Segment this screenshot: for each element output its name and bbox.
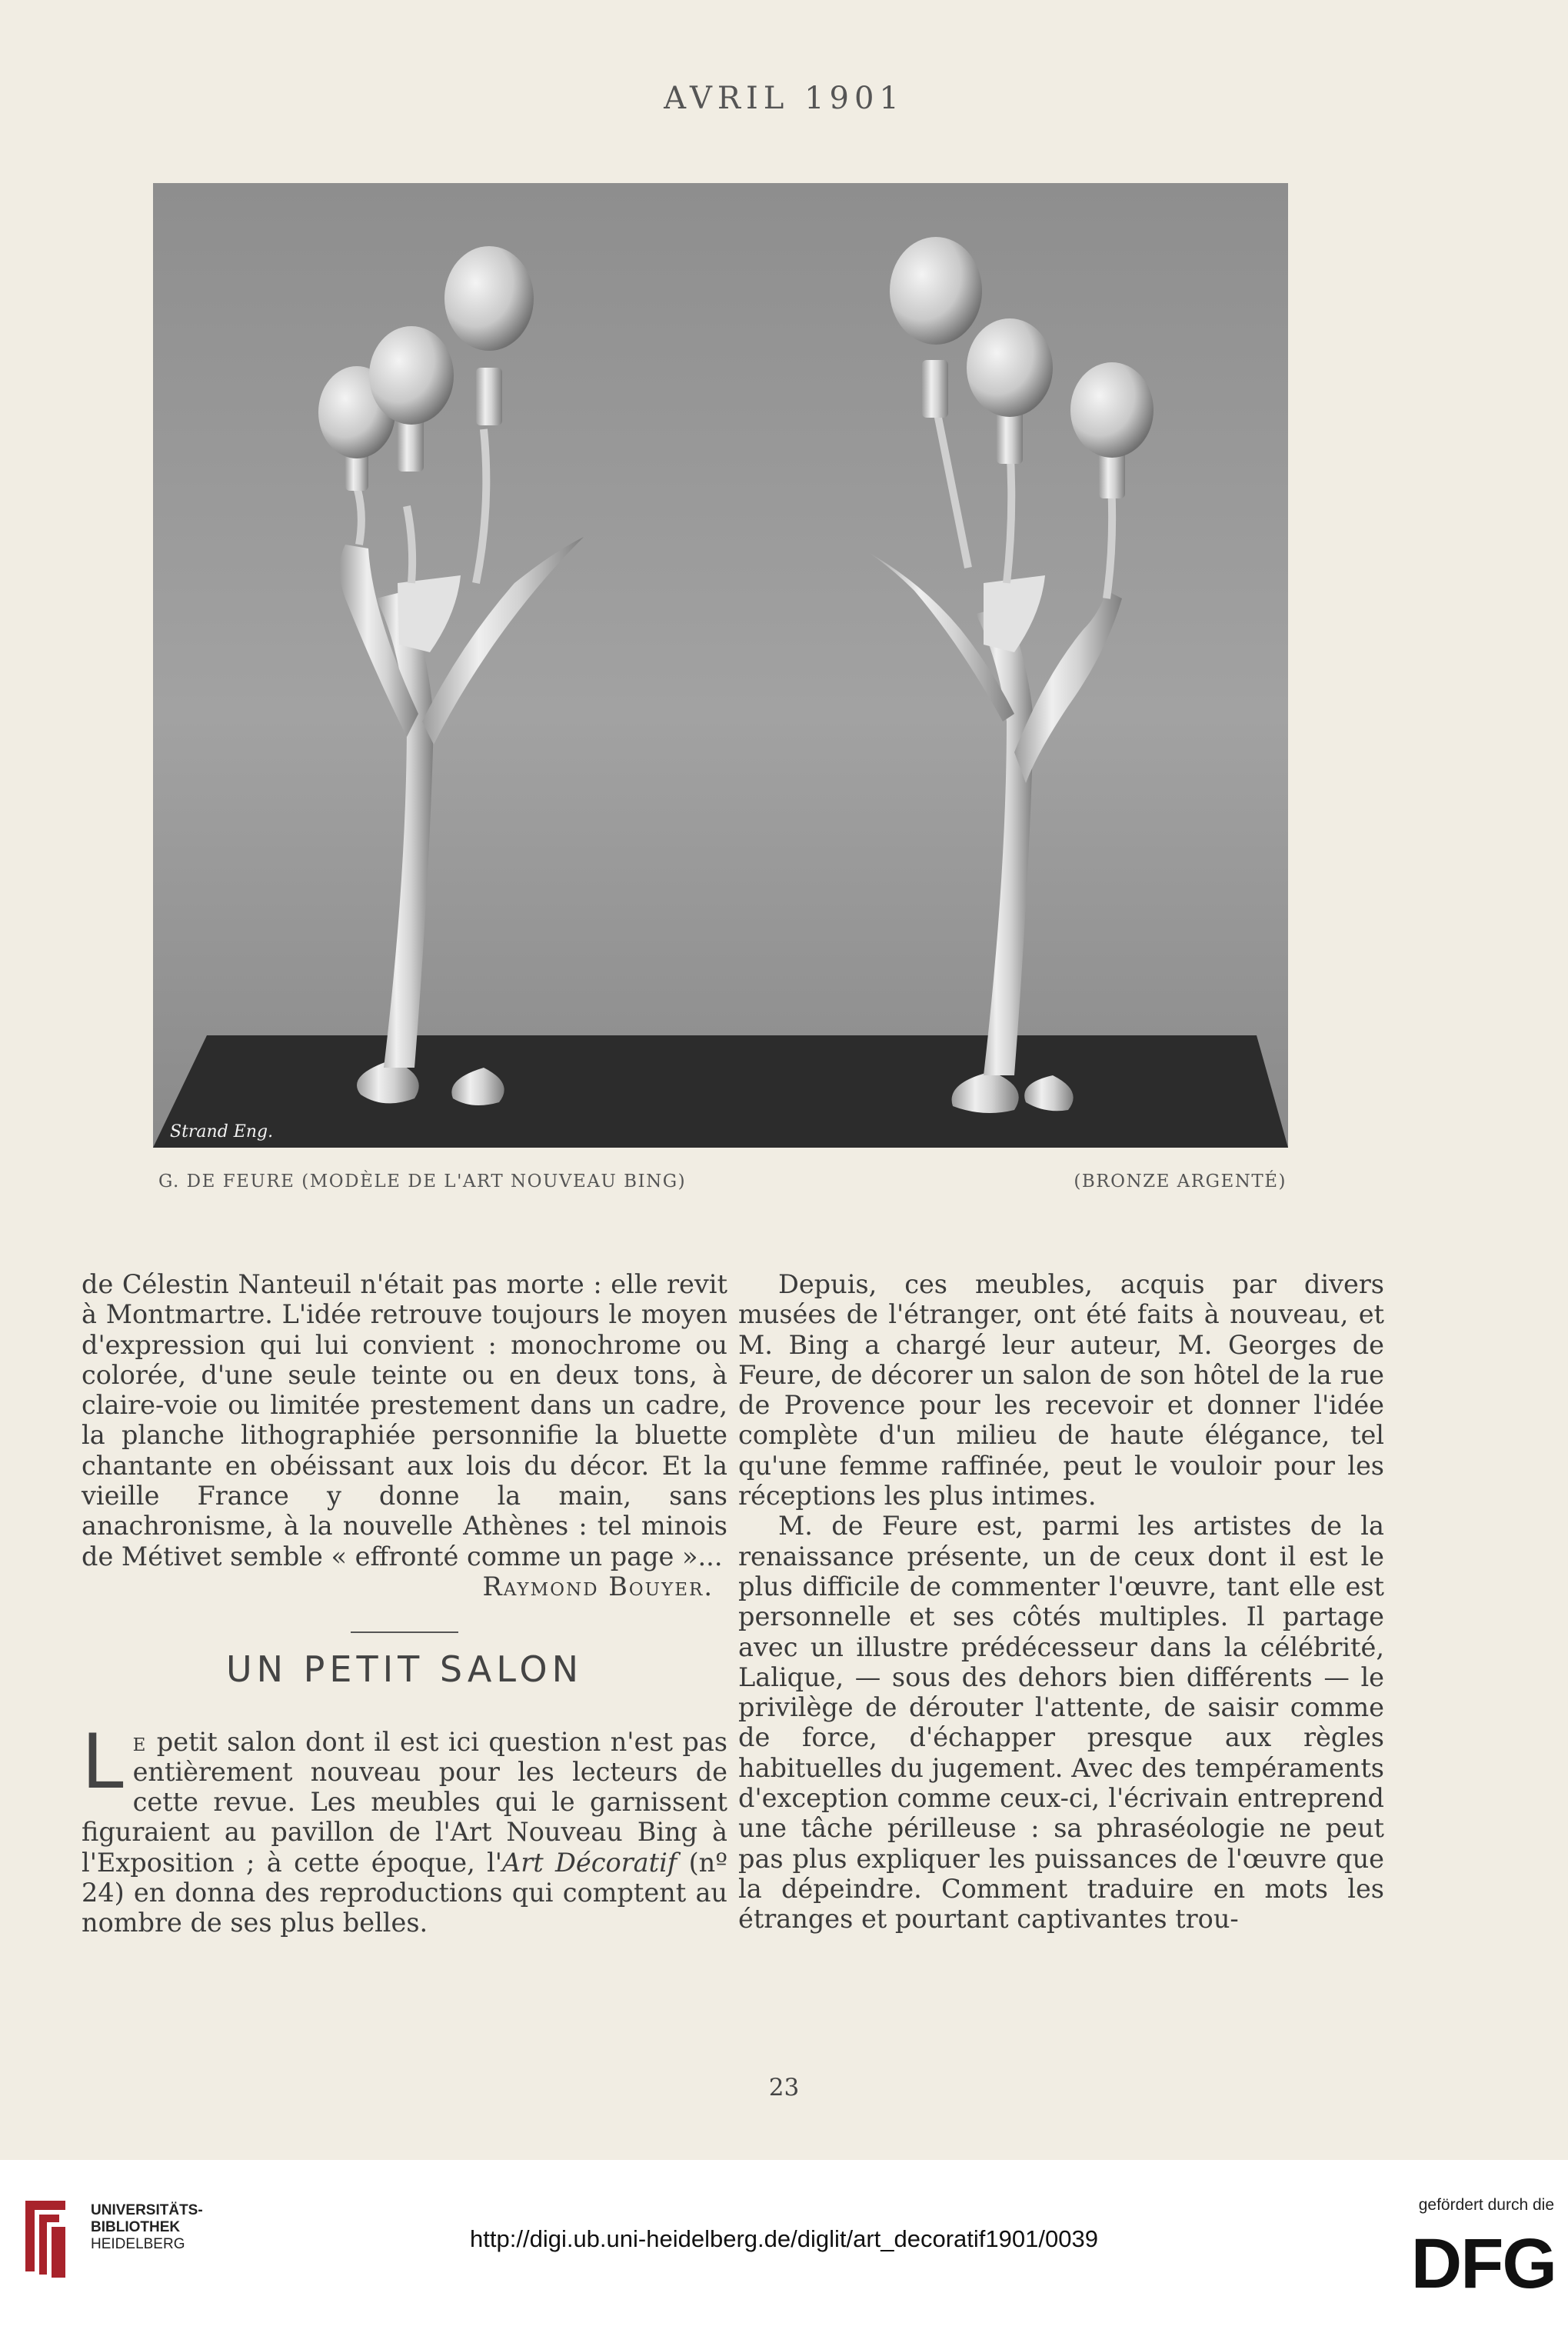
digitization-footer <box>0 2160 1568 2343</box>
left-column <box>82 1269 727 1938</box>
section-divider <box>351 1631 458 1633</box>
paragraph: Depuis, ces meubles, acquis par divers musées de l'étranger, ont été faits à nouveau, et M. Bing a chargé leur auteur, M. Georges de Feure, de décorer un salon de son hôtel de la rue de Provence pour les recevoir et donner l'idée complète d'un milieu de haute élégance, tel qu'une femme raffinée, peut le vouloir pour les réceptions les plus intimes. <box>738 1269 1384 1511</box>
funding-label: gefördert durch die <box>1418 2196 1554 2214</box>
plate-caption-right: (BRONZE ARGENTÉ) <box>1074 1172 1287 1191</box>
paragraph: M. de Feure est, parmi les artistes de la renaissance présente, un de ceux dont il est le plus difficile de commenter l'œuvre, tant elle est personnelle et ses côtés multiples. Il partage avec un illustre prédécesseur dans la célébrité, Lalique, — sous des dehors bien différents — le privilège de dérouter l'attente, de saisir comme de force, d'échapper presque aux règles habituelles du jugement. Avec des tempéraments d'exception comme ceux-ci, l'écrivain entreprend une tâche périlleuse : sa phraséologie ne peut pas plus expliquer les puissances de l'œuvre que la dépeindre. Comment traduire en mots les étranges et pourtant captivantes trou- <box>738 1511 1384 1935</box>
right-column <box>738 1269 1384 1935</box>
paragraph-text-end: (nº 24) en donna des reproductions qui comptent au nombre de ses plus belles. <box>82 1847 728 1938</box>
candelabra-illustration <box>153 183 1288 1148</box>
page-number: 23 <box>768 2074 800 2101</box>
library-name-line: BIBLIOTHEK <box>91 2219 181 2235</box>
journal-title: Art Décoratif <box>502 1847 677 1878</box>
running-head: AVRIL 1901 <box>664 81 904 116</box>
library-name-line: HEIDELBERG <box>91 2236 185 2252</box>
drop-cap: L <box>82 1718 124 1806</box>
dfg-logo: DFG <box>1410 2225 1556 2303</box>
author-signature: Raymond Bouyer. <box>482 1571 714 1601</box>
candelabra-photograph <box>153 183 1288 1148</box>
photo-background <box>153 183 1288 1148</box>
engraver-signature: Strand Eng. <box>170 1122 274 1142</box>
plate-caption-left: G. DE FEURE (MODÈLE DE L'ART NOUVEAU BING) <box>158 1172 687 1191</box>
paragraph-text: petit salon dont il est ici question n'est pas entièrement nouveau pour les lecteurs de cette revue. Les meubles qui le garnissent figuraient au pavillon de l'Art Nouveau Bing à l'Exposition ; à cette époque, l' <box>82 1726 727 1878</box>
section-title: UN PETIT SALON <box>225 1648 584 1691</box>
library-name-line: UNIVERSITÄTS- <box>91 2202 203 2218</box>
first-word: e <box>132 1726 148 1757</box>
display-table <box>153 1035 1288 1148</box>
source-url[interactable]: http://digi.ub.uni-heidelberg.de/diglit/art_decoratif1901/0039 <box>470 2225 1098 2252</box>
paragraph <box>82 1718 728 1938</box>
paragraph: de Célestin Nanteuil n'était pas morte : elle revit à Montmartre. L'idée retrouve toujours le moyen d'expression qui lui convient : monochrome ou colorée, d'une seule teinte ou en deux tons, à claire-voie ou limitée prestement dans un cadre, la planche lithographiée personnifie la bluette chantante en obéissant aux lois du décor. Et la vieille France y donne la main, sans anachronisme, à la nouvelle Athènes : tel minois de Métivet semble « effronté comme un page »... <box>82 1269 727 1571</box>
